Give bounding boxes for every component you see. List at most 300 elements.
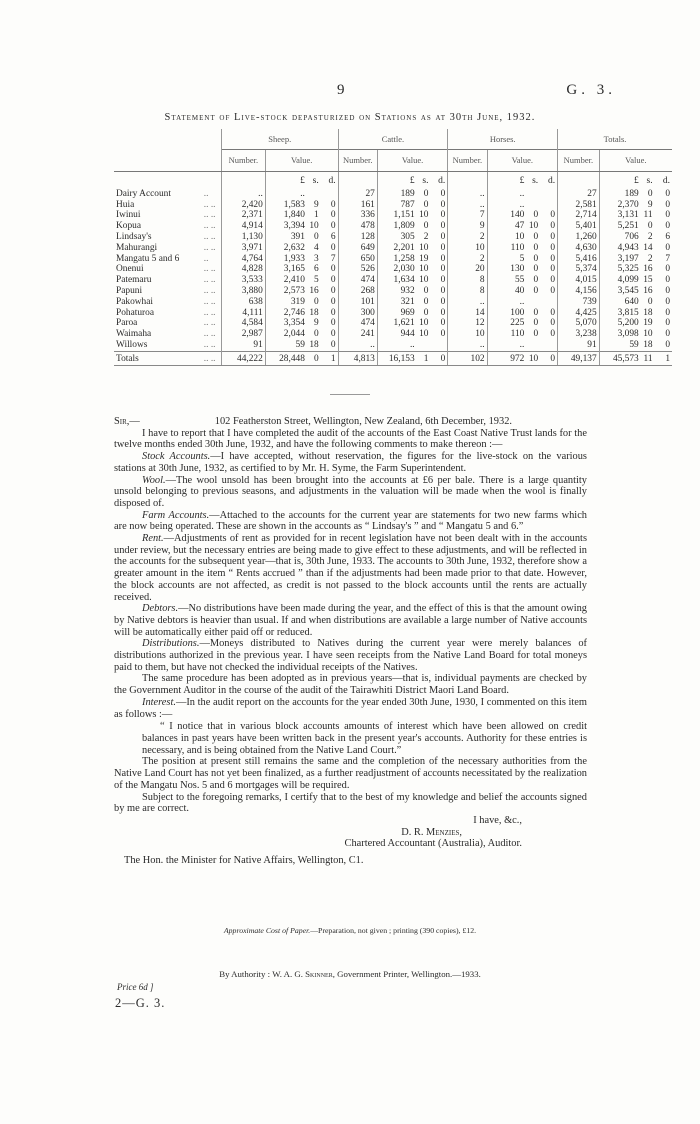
horses-number: .. bbox=[448, 297, 487, 308]
leader-dots: .. .. bbox=[203, 340, 216, 350]
horses-value-pence: 0 bbox=[550, 242, 556, 253]
horses-value-shillings bbox=[526, 200, 540, 211]
horses-value-pence: 0 bbox=[550, 221, 556, 232]
sheep-value-pounds: 28,448 bbox=[265, 351, 307, 365]
leader-dots: .. .. bbox=[203, 329, 216, 340]
paragraph bbox=[114, 475, 587, 510]
horses-number: 8 bbox=[448, 286, 487, 297]
signatory-name: D. R. Menzies, bbox=[401, 826, 462, 838]
cattle-number: 474 bbox=[338, 275, 377, 286]
sender-address: 102 Featherston Street, Wellington, New Zealand, 6th December, 1932. bbox=[214, 416, 512, 427]
totals-value-pence: 0 bbox=[665, 188, 670, 199]
sheep-number: 4,764 bbox=[221, 254, 265, 265]
cattle-value-pence: 0 bbox=[440, 188, 446, 199]
totals-number: 4,630 bbox=[558, 243, 600, 254]
leader-dots: .. bbox=[203, 188, 209, 199]
horses-value-shillings: 10 bbox=[528, 221, 539, 232]
horses-value-shillings: 0 bbox=[533, 253, 539, 264]
leader-dots: .. .. bbox=[203, 264, 216, 275]
totals-number: 5,401 bbox=[558, 221, 600, 232]
cattle-value-shillings: 0 bbox=[423, 307, 429, 318]
group-header-cattle: Cattle. bbox=[338, 129, 448, 150]
horses-value-shillings: 10 bbox=[526, 351, 540, 365]
horses-value-pence: 0 bbox=[550, 318, 556, 329]
paragraph-text: —I have accepted, without reservation, the figures for the live-stock on the various stations at 30th June, 1932, as certified to by Mr. H. Syme, the Farm Superintendent. bbox=[114, 451, 587, 474]
totals-value-shillings: 10 bbox=[643, 329, 653, 340]
sheep-value-pence: 0 bbox=[330, 318, 336, 329]
cattle-number: 649 bbox=[338, 243, 377, 254]
sub-header-value: Value. bbox=[265, 150, 338, 172]
sheep-value-pence: 0 bbox=[330, 340, 336, 350]
sheep-value-pence: 1 bbox=[321, 351, 338, 365]
sheep-value-pounds: 3,354 bbox=[265, 318, 307, 329]
paragraph: Subject to the foregoing remarks, I certify that to the best of my knowledge and belief the accounts signed by me are correct. bbox=[114, 791, 587, 815]
station-name: Paroa bbox=[116, 318, 138, 329]
horses-number: .. bbox=[448, 340, 487, 351]
paragraph-text: —Moneys distributed to Natives during the current year were merely balances of distributions authorized in the previous year. I have seen receipts from the Native Land Board for total moneys paid to them, but have not checked the individual receipts of the Natives. bbox=[114, 638, 587, 673]
horses-value-pence: 0 bbox=[550, 253, 556, 264]
sheep-value-shillings: 1 bbox=[314, 210, 319, 221]
sheep-number: 3,971 bbox=[221, 243, 265, 254]
sheep-value-pounds: 2,573 bbox=[265, 286, 307, 297]
horses-value-pence bbox=[540, 187, 557, 200]
paragraph: The position at present still remains the same and the completion of the necessary authorities from the Native Land Court has not yet been finalized, as a further readjustment of accounts necessitated by the realization of the Mangatu Nos. 5 and 6 mortgages will be required. bbox=[114, 756, 587, 791]
horses-value-pounds: 47 bbox=[487, 221, 526, 232]
horses-value-pence: 0 bbox=[550, 232, 556, 243]
cattle-value-pence: 0 bbox=[440, 221, 446, 232]
totals-number: 3,238 bbox=[558, 329, 600, 340]
table-row bbox=[114, 232, 672, 243]
cattle-value-pence: 0 bbox=[440, 286, 446, 297]
addressee: The Hon. the Minister for Native Affairs, Wellington, C1. bbox=[124, 855, 364, 867]
table-row bbox=[114, 264, 672, 275]
authority-suffix: Government Printer, Wellington.—1933. bbox=[337, 969, 481, 979]
totals-value-pounds: 3,545 bbox=[599, 286, 641, 297]
cattle-number: 27 bbox=[338, 187, 377, 200]
paragraph bbox=[114, 697, 587, 720]
totals-value-pence: 0 bbox=[665, 210, 670, 221]
horses-value-pence bbox=[540, 340, 557, 351]
cattle-number: 241 bbox=[338, 329, 377, 340]
units-row bbox=[114, 172, 672, 187]
paragraph: I have to report that I have completed the audit of the accounts of the East Coast Native Trust lands for the twelve months ended 30th June, 1932, and have the following comments to make thereon :— bbox=[114, 427, 587, 451]
cost-label: Approximate Cost of Paper. bbox=[223, 926, 311, 935]
horses-value-shillings: 0 bbox=[533, 232, 539, 243]
paragraph-text: —No distributions have been made during the year, and the effect of this is that the amount owing by Native debtors is heavier than usual. If and when distributions are available a large number of Native accounts will be automatically either paid off or reduced. bbox=[114, 603, 587, 638]
totals-value-shillings: 2 bbox=[647, 232, 653, 243]
leader-dots: .. .. bbox=[203, 242, 216, 253]
totals-value-pounds: 3,131 bbox=[599, 210, 641, 221]
horses-value-pence: 0 bbox=[550, 329, 556, 340]
totals-value-pounds: 4,943 bbox=[599, 243, 641, 254]
sheep-value-pounds: 59 bbox=[265, 340, 307, 351]
sheep-value-pence: 6 bbox=[330, 232, 336, 243]
cattle-value-pence bbox=[430, 340, 447, 351]
sheep-value-shillings: 18 bbox=[309, 307, 319, 318]
station-name: Willows bbox=[116, 340, 148, 350]
station-name: Waimaha bbox=[116, 329, 152, 340]
cattle-number: 478 bbox=[338, 221, 377, 232]
totals-value-pence: 0 bbox=[665, 329, 670, 340]
totals-value-pence: 0 bbox=[665, 307, 670, 318]
cattle-value-shillings: 10 bbox=[419, 210, 429, 221]
cattle-value-pounds: .. bbox=[377, 340, 416, 351]
paragraph-text: —Attached to the accounts for the current year are statements for two new farms which are now being operated. These are shown in the accounts as “ Lindsay's ” and “ Mangatu 5 and 6.” bbox=[114, 509, 588, 533]
table-row bbox=[114, 210, 672, 221]
leader-dots: .. .. bbox=[203, 199, 216, 210]
station-name: Mangatu 5 and 6 bbox=[116, 253, 180, 264]
totals-value-shillings: 14 bbox=[643, 242, 653, 253]
sheep-value-pence: 0 bbox=[330, 296, 336, 307]
table-row bbox=[114, 329, 672, 340]
totals-value-shillings: 0 bbox=[647, 221, 653, 232]
sheep-value-pence: 0 bbox=[330, 221, 336, 232]
horses-number: .. bbox=[448, 187, 487, 200]
cattle-value-pounds: 2,030 bbox=[377, 264, 416, 275]
cattle-value-shillings: 10 bbox=[419, 242, 429, 253]
horses-value-shillings: 0 bbox=[533, 329, 539, 340]
unit-shilling: s. bbox=[532, 176, 539, 187]
horses-value-shillings: 0 bbox=[533, 318, 539, 329]
cattle-value-shillings: 10 bbox=[419, 318, 429, 329]
totals-number: 2,714 bbox=[558, 210, 600, 221]
horses-value-pence bbox=[540, 297, 557, 308]
leader-dots: .. .. bbox=[203, 221, 216, 232]
cattle-value-pence: 0 bbox=[440, 199, 446, 210]
station-name: Huia bbox=[116, 199, 135, 210]
table-title: Statement of Live-stock depasturized on Stations as at 30th June, 1932. bbox=[164, 112, 536, 123]
sheep-value-pence: 0 bbox=[330, 275, 336, 286]
sheep-number: 2,987 bbox=[221, 329, 265, 340]
table-row bbox=[114, 340, 672, 351]
paragraph-text: —In the audit report on the accounts for the year ended 30th June, 1930, I commented on this item as follows :— bbox=[114, 696, 587, 720]
totals-value-pounds: 3,098 bbox=[599, 329, 641, 340]
cattle-value-pence: 0 bbox=[440, 253, 446, 264]
unit-shilling: s. bbox=[422, 176, 429, 187]
unit-pound: £ bbox=[487, 172, 526, 187]
totals-number: 5,070 bbox=[558, 318, 600, 329]
block-quote: “ I notice that in various block accounts amounts of interest which have been allowed on credit balances in past years have been written back in the present year's accounts. Authority for these entries is necessary, and is being obtained from the Native Land Court.” bbox=[142, 721, 587, 756]
unit-pound: £ bbox=[265, 172, 307, 187]
totals-value-pounds: 189 bbox=[599, 187, 641, 200]
station-name: Mahurangi bbox=[116, 242, 158, 253]
totals-value-shillings: 9 bbox=[647, 199, 653, 210]
cattle-value-shillings: 1 bbox=[417, 351, 431, 365]
sheep-number: 638 bbox=[221, 297, 265, 308]
table-row bbox=[114, 243, 672, 254]
horses-number: 102 bbox=[448, 351, 487, 365]
cattle-value-pounds: 16,153 bbox=[377, 351, 416, 365]
sheep-value-pounds: 1,583 bbox=[265, 200, 307, 211]
cattle-value-pence: 0 bbox=[440, 242, 446, 253]
cattle-value-pounds: 1,634 bbox=[377, 275, 416, 286]
cattle-value-pounds: 1,809 bbox=[377, 221, 416, 232]
station-name: Kopua bbox=[116, 221, 141, 232]
paragraph-heading: Rent. bbox=[142, 533, 164, 545]
sheep-value-pounds: 1,840 bbox=[265, 210, 307, 221]
closing: I have, &c., bbox=[473, 814, 522, 826]
horses-number: 20 bbox=[448, 264, 487, 275]
cattle-value-shillings: 0 bbox=[423, 221, 429, 232]
cattle-value-pounds: 787 bbox=[377, 200, 416, 211]
unit-pound: £ bbox=[377, 172, 416, 187]
sub-header-number: Number. bbox=[558, 150, 600, 172]
totals-value-pounds: 640 bbox=[599, 297, 641, 308]
cattle-value-shillings: 19 bbox=[419, 253, 429, 264]
leader-dots: .. .. bbox=[203, 286, 216, 297]
unit-pence: d. bbox=[547, 176, 556, 187]
horses-number: 12 bbox=[448, 318, 487, 329]
horses-value-shillings: 0 bbox=[533, 307, 539, 318]
totals-value-pence: 0 bbox=[665, 296, 670, 307]
totals-value-pence: 6 bbox=[665, 232, 670, 243]
unit-pence: d. bbox=[438, 176, 446, 187]
sheep-value-shillings: 4 bbox=[314, 242, 319, 253]
cattle-value-shillings: 0 bbox=[423, 188, 429, 199]
page-header bbox=[0, 82, 700, 98]
cattle-number: 161 bbox=[338, 200, 377, 211]
horses-value-pounds: 225 bbox=[487, 318, 526, 329]
horses-value-pounds: 100 bbox=[487, 308, 526, 319]
horses-value-pence bbox=[540, 200, 557, 211]
cattle-value-pounds: 189 bbox=[377, 187, 416, 200]
paragraph bbox=[114, 533, 587, 603]
horses-value-pounds: .. bbox=[487, 200, 526, 211]
totals-number: 1,260 bbox=[558, 232, 600, 243]
audit-letter bbox=[114, 416, 587, 867]
totals-value-shillings: 16 bbox=[643, 286, 653, 297]
price-note: Price 6d ] bbox=[117, 982, 154, 992]
leader-dots: .. .. bbox=[203, 232, 216, 243]
printer-name: W. A. G. Skinner, bbox=[272, 969, 335, 979]
totals-number: 49,137 bbox=[558, 351, 600, 365]
sheep-value-pounds: .. bbox=[265, 187, 307, 200]
totals-number: 27 bbox=[558, 187, 600, 200]
unit-shilling: s. bbox=[646, 176, 653, 187]
cattle-value-pounds: 321 bbox=[377, 297, 416, 308]
horses-value-pounds: 5 bbox=[487, 254, 526, 265]
signatory-title: Chartered Accountant (Australia), Auditor. bbox=[344, 838, 522, 850]
empty-cell bbox=[558, 172, 600, 187]
sheep-value-pence: 0 bbox=[330, 264, 336, 275]
cattle-value-pence: 0 bbox=[440, 232, 446, 243]
table-row bbox=[114, 187, 672, 200]
empty-cell bbox=[221, 172, 265, 187]
paragraph-text: —Adjustments of rent as provided for in recent legislation have not been dealt with in the accounts under review, but the necessary entries are being made to give effect to these adjustments, and will be reflected in the accounts for the subsequent year—that is, 30th June, 1933. The accounts to 30th June, 1932, therefore show a greater amount in the item “ Rents accrued ” than if the adjustments had been made prior to that date. However, the block accounts are not affected, as credit is not passed to the block accounts until the rents are actually received. bbox=[114, 533, 587, 603]
table-row bbox=[114, 297, 672, 308]
cattle-number: 4,813 bbox=[338, 351, 377, 365]
cattle-value-pounds: 932 bbox=[377, 286, 416, 297]
horses-value-shillings bbox=[526, 340, 540, 351]
horses-number: 2 bbox=[448, 232, 487, 243]
paragraph-text: —The wool unsold has been brought into the accounts at £6 per bale. There is a large quantity unsold belonging to previous seasons, and adjustments in the valuation will be made when the wool is finally disposed of. bbox=[114, 474, 587, 509]
group-header-totals: Totals. bbox=[558, 129, 672, 150]
sheep-value-pence: 0 bbox=[330, 210, 336, 221]
leader-dots: .. .. bbox=[203, 275, 216, 286]
sheep-value-pence bbox=[321, 187, 338, 200]
printer-imprint bbox=[0, 969, 700, 979]
station-name: Onenui bbox=[116, 264, 144, 275]
unit-shilling: s. bbox=[312, 176, 319, 187]
cattle-number: 101 bbox=[338, 297, 377, 308]
sheet-signature: 2—G. 3. bbox=[115, 996, 166, 1010]
cost-text: —Preparation, not given ; printing (390 copies), £12. bbox=[310, 926, 477, 935]
authority-prefix: By Authority : bbox=[219, 969, 271, 979]
sub-header-value: Value. bbox=[377, 150, 447, 172]
sheep-value-shillings bbox=[307, 187, 321, 200]
horses-value-pounds: .. bbox=[487, 187, 526, 200]
leader-dots: .. .. bbox=[203, 318, 216, 329]
totals-value-pence: 0 bbox=[665, 318, 670, 329]
totals-value-pence: 1 bbox=[655, 351, 672, 365]
sheep-number: .. bbox=[221, 187, 265, 200]
cattle-value-shillings: 10 bbox=[419, 275, 429, 286]
totals-value-pounds: 59 bbox=[599, 340, 641, 351]
cattle-value-pounds: 1,151 bbox=[377, 210, 416, 221]
group-header-sheep: Sheep. bbox=[221, 129, 338, 150]
station-name: Lindsay's bbox=[116, 232, 152, 243]
cattle-number: 128 bbox=[338, 232, 377, 243]
cattle-value-pence: 0 bbox=[440, 210, 446, 221]
sub-header-number: Number. bbox=[448, 150, 487, 172]
empty-cell bbox=[202, 172, 222, 187]
totals-value-shillings: 15 bbox=[643, 275, 653, 286]
cattle-value-pounds: 1,621 bbox=[377, 318, 416, 329]
sheep-number: 4,828 bbox=[221, 264, 265, 275]
sheep-value-pounds: 319 bbox=[265, 297, 307, 308]
horses-number: 14 bbox=[448, 308, 487, 319]
sheep-value-pounds: 2,632 bbox=[265, 243, 307, 254]
horses-value-pence: 0 bbox=[540, 351, 557, 365]
cattle-value-shillings: 0 bbox=[423, 286, 429, 297]
horses-value-shillings bbox=[526, 297, 540, 308]
horses-value-pounds: .. bbox=[487, 297, 526, 308]
totals-number: 739 bbox=[558, 297, 600, 308]
cattle-number: 650 bbox=[338, 254, 377, 265]
cattle-number: 268 bbox=[338, 286, 377, 297]
sheep-value-shillings: 5 bbox=[314, 275, 319, 286]
horses-value-pounds: 110 bbox=[487, 243, 526, 254]
sheep-number: 3,880 bbox=[221, 286, 265, 297]
letter-heading bbox=[114, 416, 587, 428]
cattle-value-shillings: 0 bbox=[423, 296, 429, 307]
sheep-value-shillings: 10 bbox=[309, 221, 319, 232]
paragraph bbox=[114, 603, 587, 638]
table-row bbox=[114, 221, 672, 232]
cattle-value-shillings bbox=[417, 340, 431, 351]
totals-value-shillings: 2 bbox=[647, 253, 653, 264]
station-name: Totals bbox=[114, 351, 202, 365]
unit-pound: £ bbox=[599, 172, 641, 187]
sheep-number: 1,130 bbox=[221, 232, 265, 243]
sheep-number: 2,420 bbox=[221, 200, 265, 211]
sheep-value-pounds: 2,044 bbox=[265, 329, 307, 340]
cattle-value-shillings: 0 bbox=[423, 199, 429, 210]
horses-value-pence: 0 bbox=[550, 307, 556, 318]
section-divider bbox=[330, 394, 370, 395]
paragraph: The same procedure has been adopted as in previous years—that is, individual payments are checked by the Government Auditor in the course of the audit of the Tairawhiti District Maori Land Board. bbox=[114, 673, 587, 697]
cattle-value-pounds: 305 bbox=[377, 232, 416, 243]
totals-value-pounds: 2,370 bbox=[599, 200, 641, 211]
sheep-value-shillings: 0 bbox=[314, 296, 319, 307]
sheep-value-pence: 0 bbox=[330, 199, 336, 210]
sheep-value-pounds: 3,165 bbox=[265, 264, 307, 275]
sheep-number: 4,584 bbox=[221, 318, 265, 329]
sheep-number: 4,111 bbox=[221, 308, 265, 319]
horses-value-pounds: 10 bbox=[487, 232, 526, 243]
horses-number: 10 bbox=[448, 243, 487, 254]
totals-value-pounds: 5,200 bbox=[599, 318, 641, 329]
sub-header-value: Value. bbox=[599, 150, 672, 172]
horses-number: 10 bbox=[448, 329, 487, 340]
horses-value-pence: 0 bbox=[550, 210, 556, 221]
sheep-number: 3,533 bbox=[221, 275, 265, 286]
totals-number: 4,156 bbox=[558, 286, 600, 297]
cattle-value-pence: 0 bbox=[440, 264, 446, 275]
station-name: Papuni bbox=[116, 286, 143, 297]
leader-dots: .. .. bbox=[202, 351, 222, 365]
leader-dots: .. .. bbox=[203, 296, 216, 307]
paragraph bbox=[114, 638, 587, 673]
paragraph-heading: Debtors. bbox=[142, 603, 179, 615]
paragraph bbox=[114, 451, 587, 474]
table-row bbox=[114, 275, 672, 286]
totals-number: 2,581 bbox=[558, 200, 600, 211]
sub-header-number: Number. bbox=[338, 150, 377, 172]
totals-value-shillings: 11 bbox=[643, 210, 653, 221]
empty-cell bbox=[338, 172, 377, 187]
group-header-horses: Horses. bbox=[448, 129, 558, 150]
totals-value-pounds: 5,325 bbox=[599, 264, 641, 275]
sheep-number: 4,914 bbox=[221, 221, 265, 232]
totals-value-shillings: 0 bbox=[647, 188, 653, 199]
unit-pence: d. bbox=[662, 176, 670, 187]
empty-cell bbox=[114, 172, 202, 187]
cattle-value-shillings: 2 bbox=[423, 232, 429, 243]
sheep-number: 91 bbox=[221, 340, 265, 351]
horses-value-pence: 0 bbox=[550, 286, 556, 297]
horses-value-pounds: 972 bbox=[487, 351, 526, 365]
totals-value-pounds: 4,099 bbox=[599, 275, 641, 286]
sheep-value-shillings: 6 bbox=[314, 264, 319, 275]
horses-value-shillings: 0 bbox=[533, 264, 539, 275]
station-name: Patemaru bbox=[116, 275, 152, 286]
totals-value-shillings: 19 bbox=[643, 318, 653, 329]
paragraph-heading: Wool. bbox=[142, 474, 166, 486]
sheep-value-pounds: 2,410 bbox=[265, 275, 307, 286]
sheep-value-shillings: 0 bbox=[314, 329, 319, 340]
page-number: 9 bbox=[337, 82, 345, 98]
livestock-table bbox=[114, 129, 672, 366]
horses-value-pounds: 130 bbox=[487, 264, 526, 275]
sheep-value-shillings: 3 bbox=[314, 253, 319, 264]
totals-value-pence: 0 bbox=[665, 286, 670, 297]
sheep-value-pounds: 2,746 bbox=[265, 308, 307, 319]
station-name: Iwinui bbox=[116, 210, 141, 221]
horses-value-pounds: 40 bbox=[487, 286, 526, 297]
totals-number: 4,425 bbox=[558, 308, 600, 319]
leader-dots: .. .. bbox=[203, 307, 216, 318]
sheep-value-pounds: 3,394 bbox=[265, 221, 307, 232]
totals-value-pence: 0 bbox=[665, 242, 670, 253]
cattle-value-pounds: 2,201 bbox=[377, 243, 416, 254]
horses-number: 7 bbox=[448, 210, 487, 221]
totals-row bbox=[114, 351, 672, 365]
horses-value-pence: 0 bbox=[550, 264, 556, 275]
cattle-value-pence: 0 bbox=[440, 329, 446, 340]
cattle-number: 336 bbox=[338, 210, 377, 221]
cattle-value-pounds: 1,258 bbox=[377, 254, 416, 265]
